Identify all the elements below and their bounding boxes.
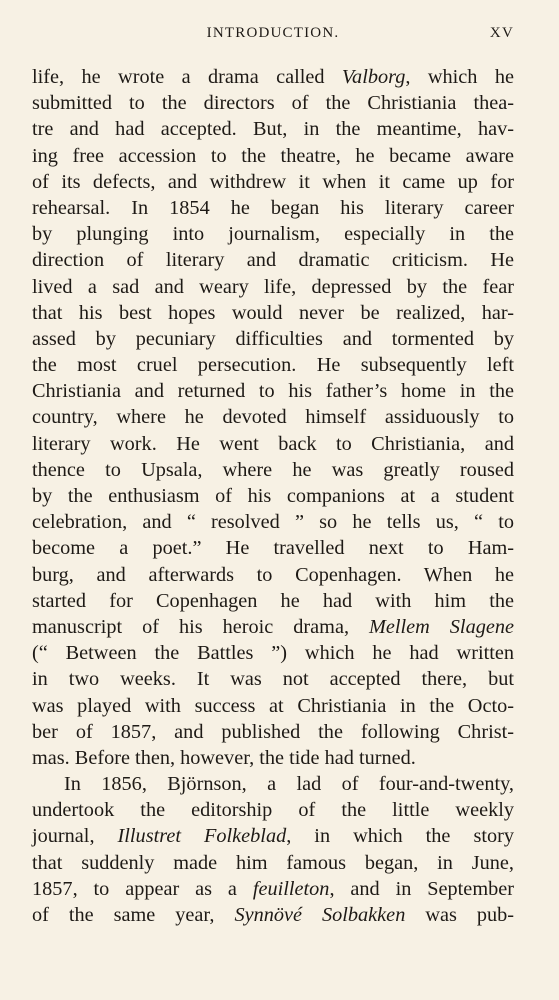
text-line-22: manuscript of his heroic drama, Mellem Slagene	[32, 615, 514, 638]
text-line-7: by plunging into journalism, especially in the	[32, 223, 514, 246]
text-line-29: undertook the editorship of the little weekly	[32, 799, 514, 822]
text-line-6: rehearsal. In 1854 he began his literary career	[32, 196, 514, 219]
text-line-2: submitted to the directors of the Christiania thea-	[32, 92, 514, 115]
text-line-27: mas. Before then, however, the tide had turned.	[32, 746, 416, 769]
text-line-4: ing free accession to the theatre, he became aware	[32, 144, 514, 167]
text-line-9: lived a sad and weary life, depressed by the fear	[32, 275, 514, 298]
running-head	[32, 25, 514, 47]
text-line-21: started for Copenhagen he had with him the	[32, 589, 514, 612]
text-line-28: In 1856, Björnson, a lad of four-and-twenty,	[64, 773, 514, 796]
text-line-15: literary work. He went back to Christiania, and	[32, 432, 514, 455]
text-line-23: (“ Between the Battles ”) which he had written	[32, 642, 514, 665]
text-line-5: of its defects, and withdrew it when it came up for	[32, 170, 514, 193]
text-line-24: in two weeks. It was not accepted there, but	[32, 668, 514, 691]
text-line-18: celebration, and “ resolved ” so he tells us, “ to	[32, 511, 514, 534]
body-text	[32, 64, 514, 928]
text-line-31: that suddenly made him famous began, in June,	[32, 851, 514, 874]
text-line-12: the most cruel persecution. He subsequently left	[32, 354, 514, 377]
text-line-32: 1857, to appear as a feuilleton, and in September	[32, 877, 514, 900]
running-head-title: INTRODUCTION.	[206, 25, 340, 41]
text-line-25: was played with success at Christiania in the Octo-	[32, 694, 514, 717]
text-line-10: that his best hopes would never be realized, har-	[32, 301, 514, 324]
text-line-30: journal, Illustret Folkeblad, in which the story	[32, 825, 515, 848]
text-line-19: become a poet.” He travelled next to Ham-	[32, 537, 514, 560]
text-line-13: Christiania and returned to his father’s home in the	[32, 380, 514, 403]
text-line-3: tre and had accepted. But, in the meantime, hav-	[32, 118, 514, 141]
text-line-11: assed by pecuniary difficulties and tormented by	[32, 327, 514, 350]
text-line-26: ber of 1857, and published the following Christ-	[32, 720, 514, 743]
page-number: XV	[489, 25, 514, 41]
text-line-20: burg, and afterwards to Copenhagen. When he	[32, 563, 514, 586]
text-line-14: country, where he devoted himself assiduously to	[32, 406, 514, 429]
text-line-33: of the same year, Synnövé Solbakken was pub-	[32, 904, 515, 926]
text-line-8: direction of literary and dramatic criticism. He	[32, 249, 514, 272]
text-line-1: life, he wrote a drama called Valborg, which he	[32, 66, 514, 88]
text-line-16: thence to Upsala, where he was greatly roused	[32, 458, 514, 481]
text-line-17: by the enthusiasm of his companions at a student	[32, 485, 514, 507]
